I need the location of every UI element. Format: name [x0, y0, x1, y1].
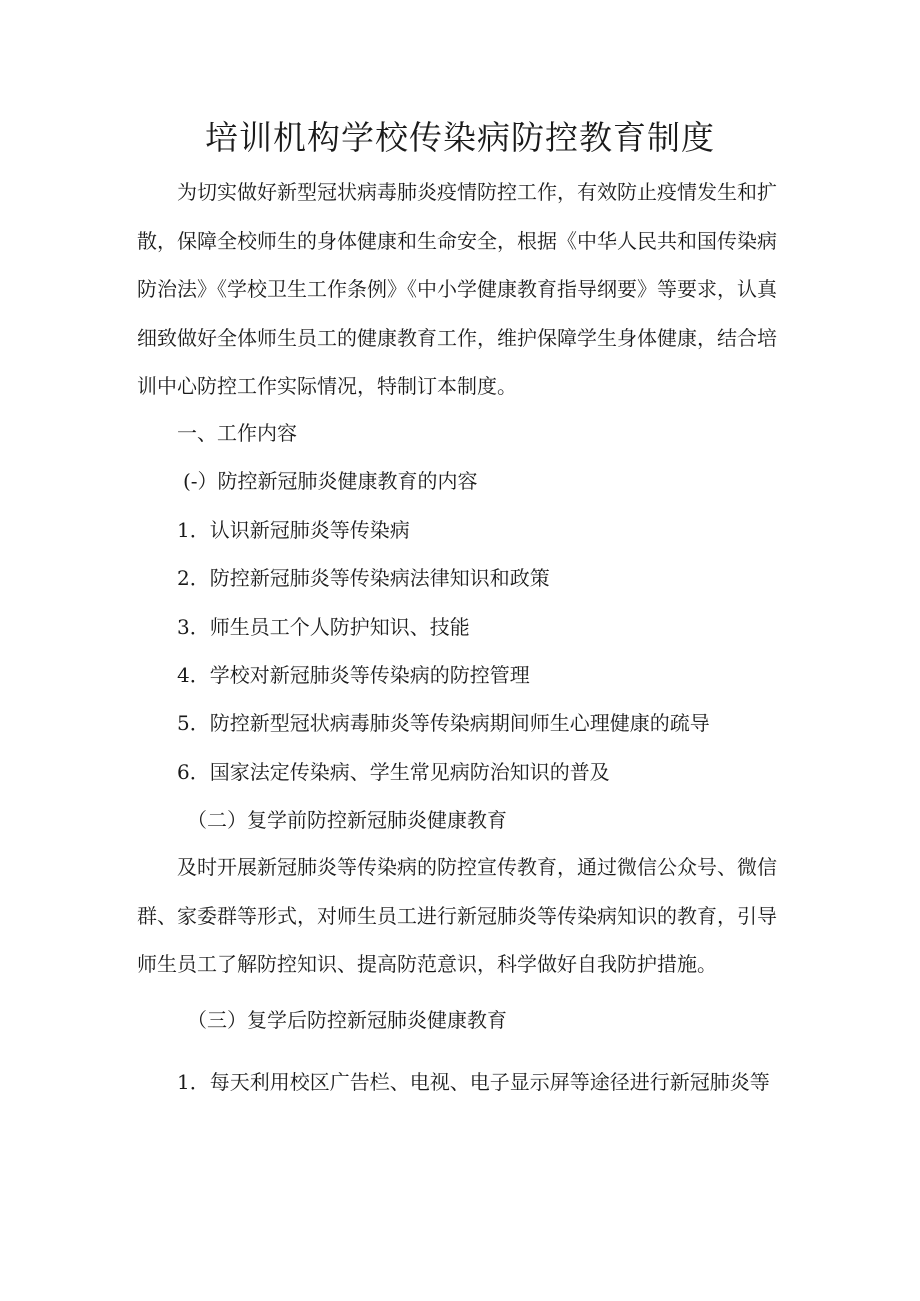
before-resumption-paragraph: 及时开展新冠肺炎等传染病的防控宣传教育，通过微信公众号、微信群、家委群等形式，对师生员工进行新冠肺炎等传染病知识的教育，引导师生员工了解防控知识、提高防范意识，科学做好自我防护措施。	[137, 855, 777, 976]
list-item: 1．认识新冠肺炎等传染病	[177, 518, 410, 542]
list-item: 6．国家法定传染病、学生常见病防治知识的普及	[177, 760, 610, 784]
list-item: 4．学校对新冠肺炎等传染病的防控管理	[177, 663, 530, 687]
list-item: 1．每天利用校区广告栏、电视、电子显示屏等途径进行新冠肺炎等	[177, 1070, 770, 1094]
intro-paragraph: 为切实做好新型冠状病毒肺炎疫情防控工作，有效防止疫情发生和扩散，保障全校师生的身体健康和生命安全，根据《中华人民共和国传染病防治法》《学校卫生工作条例》《中小学健康教育指导纲要》等要求，认真细致做好全体师生员工的健康教育工作，维护保障学生身体健康，结合培训中心防控工作实际情况，特制订本制度。	[137, 180, 777, 398]
subsection-heading-before-resumption: （二）复学前防控新冠肺炎健康教育	[187, 808, 507, 832]
subsection-heading-education-content: (-）防控新冠肺炎健康教育的内容	[183, 469, 478, 493]
list-item: 3．师生员工个人防护知识、技能	[177, 615, 470, 639]
list-item: 2．防控新冠肺炎等传染病法律知识和政策	[177, 566, 550, 590]
list-item: 5．防控新型冠状病毒肺炎等传染病期间师生心理健康的疏导	[177, 711, 710, 735]
section-heading-work-content: 一、工作内容	[177, 421, 297, 445]
document-title: 培训机构学校传染病防控教育制度	[205, 118, 715, 157]
subsection-heading-after-resumption: （三）复学后防控新冠肺炎健康教育	[187, 1008, 507, 1032]
